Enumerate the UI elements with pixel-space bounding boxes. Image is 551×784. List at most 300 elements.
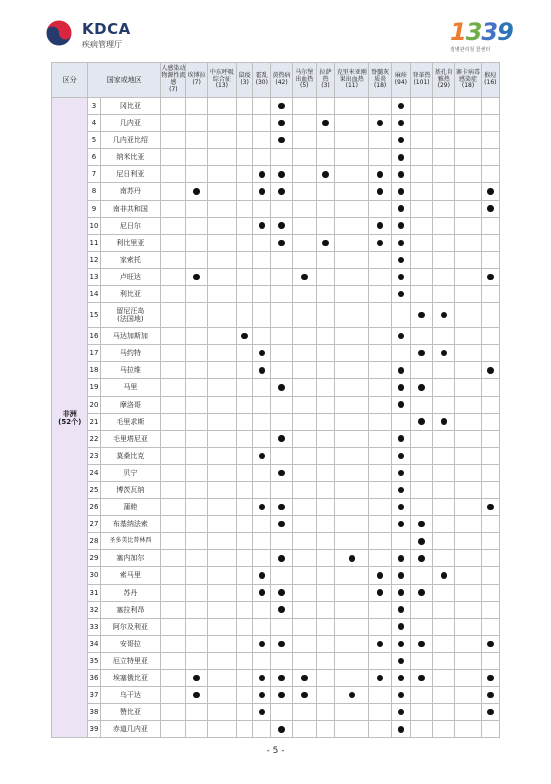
disease-cell — [237, 149, 253, 166]
header-disease — [410, 63, 432, 98]
disease-count: (7) — [192, 79, 201, 86]
disease-cell — [253, 704, 271, 721]
table-row — [52, 721, 500, 738]
presence-dot-icon — [398, 692, 405, 699]
disease-cell — [271, 200, 292, 217]
disease-cell — [237, 234, 253, 251]
disease-cell — [433, 601, 455, 618]
disease-cell — [481, 132, 499, 149]
disease-cell — [481, 200, 499, 217]
disease-cell — [369, 132, 391, 149]
disease-cell — [292, 200, 316, 217]
disease-count: (13) — [215, 82, 229, 90]
disease-cell — [455, 670, 481, 687]
disease-cell — [369, 345, 391, 362]
disease-cell — [369, 328, 391, 345]
table-row — [52, 217, 500, 234]
disease-cell — [161, 481, 186, 498]
row-number: 28 — [88, 533, 100, 550]
presence-dot-icon — [398, 435, 405, 442]
disease-cell — [433, 149, 455, 166]
table-row — [52, 396, 500, 413]
country-name: 乌干达 — [100, 687, 161, 704]
disease-cell — [481, 217, 499, 234]
presence-dot-icon — [278, 137, 285, 144]
disease-cell — [161, 464, 186, 481]
presence-dot-icon — [398, 709, 405, 716]
disease-count: (5) — [300, 82, 309, 90]
disease-cell — [207, 721, 236, 738]
disease-cell — [410, 286, 432, 303]
disease-cell — [335, 499, 369, 516]
disease-cell — [271, 183, 292, 200]
disease-cell — [410, 652, 432, 669]
disease-cell — [369, 635, 391, 652]
disease-cell — [455, 516, 481, 533]
disease-name: 拉萨热 — [319, 68, 332, 83]
disease-count: (18) — [373, 82, 387, 90]
disease-cell — [207, 567, 236, 584]
disease-cell — [271, 98, 292, 115]
disease-cell — [186, 268, 207, 285]
disease-cell — [410, 499, 432, 516]
disease-name: 马尔堡出血热 — [295, 68, 314, 83]
presence-dot-icon — [301, 675, 308, 682]
presence-dot-icon — [322, 120, 329, 127]
disease-cell — [455, 721, 481, 738]
row-number: 13 — [88, 268, 100, 285]
presence-dot-icon — [398, 487, 405, 494]
disease-cell — [455, 430, 481, 447]
row-number: 7 — [88, 166, 100, 183]
disease-cell — [481, 413, 499, 430]
disease-cell — [271, 704, 292, 721]
disease-cell — [161, 200, 186, 217]
table-row — [52, 234, 500, 251]
disease-count: (101) — [413, 79, 430, 86]
presence-dot-icon — [398, 453, 405, 460]
presence-dot-icon — [398, 257, 405, 264]
disease-cell — [161, 413, 186, 430]
disease-cell — [186, 670, 207, 687]
disease-cell — [161, 132, 186, 149]
presence-dot-icon — [278, 384, 285, 391]
disease-cell — [369, 303, 391, 328]
row-number: 8 — [88, 183, 100, 200]
table-row — [52, 601, 500, 618]
disease-cell — [186, 567, 207, 584]
disease-cell — [369, 115, 391, 132]
presence-dot-icon — [398, 623, 405, 630]
disease-cell — [433, 217, 455, 234]
country-name: 纳米比亚 — [100, 149, 161, 166]
disease-cell — [253, 166, 271, 183]
disease-cell — [237, 183, 253, 200]
disease-cell — [391, 115, 410, 132]
row-number: 26 — [88, 499, 100, 516]
disease-cell — [335, 430, 369, 447]
table-row — [52, 618, 500, 635]
disease-cell — [433, 516, 455, 533]
disease-cell — [410, 98, 432, 115]
disease-cell — [410, 200, 432, 217]
disease-cell — [433, 98, 455, 115]
disease-cell — [455, 166, 481, 183]
disease-cell — [335, 550, 369, 567]
table-row — [52, 413, 500, 430]
disease-cell — [335, 618, 369, 635]
presence-dot-icon — [398, 137, 405, 144]
row-number: 20 — [88, 396, 100, 413]
disease-cell — [335, 251, 369, 268]
presence-dot-icon — [398, 205, 405, 212]
presence-dot-icon — [398, 384, 405, 391]
disease-cell — [410, 704, 432, 721]
disease-cell — [207, 618, 236, 635]
table-row — [52, 132, 500, 149]
disease-cell — [433, 115, 455, 132]
disease-cell — [253, 345, 271, 362]
disease-cell — [481, 362, 499, 379]
disease-cell — [433, 183, 455, 200]
presence-dot-icon — [418, 384, 425, 391]
disease-cell — [391, 234, 410, 251]
disease-cell — [271, 447, 292, 464]
disease-cell — [186, 584, 207, 601]
disease-cell — [369, 362, 391, 379]
country-name: 贝宁 — [100, 464, 161, 481]
disease-cell — [410, 481, 432, 498]
row-number: 16 — [88, 328, 100, 345]
disease-count: (7) — [169, 85, 178, 93]
country-name: 圣多美比普林西 — [100, 533, 161, 550]
country-name: 尼日利亚 — [100, 166, 161, 183]
disease-cell — [369, 268, 391, 285]
row-number: 15 — [88, 303, 100, 328]
table-row — [52, 464, 500, 481]
disease-cell — [391, 379, 410, 396]
disease-cell — [481, 345, 499, 362]
disease-cell — [316, 200, 334, 217]
disease-cell — [481, 166, 499, 183]
disease-cell — [316, 430, 334, 447]
disease-cell — [253, 362, 271, 379]
presence-dot-icon — [418, 350, 425, 357]
table-row — [52, 670, 500, 687]
presence-dot-icon — [278, 504, 285, 511]
disease-cell — [481, 268, 499, 285]
disease-cell — [207, 132, 236, 149]
presence-dot-icon — [398, 726, 405, 733]
row-number: 34 — [88, 635, 100, 652]
disease-cell — [207, 447, 236, 464]
country-name: 利比亚 — [100, 286, 161, 303]
disease-cell — [292, 464, 316, 481]
disease-cell — [481, 251, 499, 268]
disease-cell — [391, 687, 410, 704]
disease-cell — [335, 516, 369, 533]
disease-cell — [207, 234, 236, 251]
table-row — [52, 567, 500, 584]
disease-cell — [391, 413, 410, 430]
disease-cell — [316, 721, 334, 738]
country-name: 布基纳法索 — [100, 516, 161, 533]
disease-cell — [481, 516, 499, 533]
disease-name: 中东呼吸综合征 — [209, 68, 234, 83]
disease-cell — [391, 499, 410, 516]
disease-cell — [271, 345, 292, 362]
presence-dot-icon — [278, 120, 285, 127]
disease-cell — [410, 234, 432, 251]
disease-cell — [253, 618, 271, 635]
disease-cell — [253, 721, 271, 738]
disease-cell — [369, 183, 391, 200]
presence-dot-icon — [349, 692, 356, 699]
presence-dot-icon — [278, 589, 285, 596]
disease-cell — [481, 567, 499, 584]
disease-cell — [237, 362, 253, 379]
presence-dot-icon — [278, 470, 285, 477]
row-number: 10 — [88, 217, 100, 234]
disease-cell — [271, 413, 292, 430]
presence-dot-icon — [398, 103, 405, 110]
disease-cell — [410, 268, 432, 285]
disease-cell — [186, 430, 207, 447]
disease-cell — [316, 345, 334, 362]
disease-cell — [481, 183, 499, 200]
disease-cell — [455, 200, 481, 217]
disease-cell — [292, 234, 316, 251]
disease-cell — [271, 481, 292, 498]
disease-cell — [237, 601, 253, 618]
disease-cell — [433, 132, 455, 149]
disease-name: 登革热 — [412, 72, 431, 80]
table-row — [52, 345, 500, 362]
disease-cell — [161, 601, 186, 618]
presence-dot-icon — [398, 401, 405, 408]
disease-cell — [481, 379, 499, 396]
disease-cell — [335, 533, 369, 550]
disease-cell — [161, 618, 186, 635]
disease-cell — [161, 362, 186, 379]
disease-cell — [161, 183, 186, 200]
disease-cell — [335, 447, 369, 464]
disease-cell — [253, 98, 271, 115]
disease-cell — [253, 413, 271, 430]
disease-cell — [433, 166, 455, 183]
presence-dot-icon — [377, 675, 384, 682]
disease-cell — [481, 149, 499, 166]
disease-cell — [186, 234, 207, 251]
country-name: 冈比亚 — [100, 98, 161, 115]
disease-cell — [369, 601, 391, 618]
disease-cell — [161, 234, 186, 251]
disease-cell — [335, 687, 369, 704]
presence-dot-icon — [377, 240, 384, 247]
disease-cell — [410, 217, 432, 234]
disease-cell — [186, 704, 207, 721]
disease-cell — [455, 132, 481, 149]
country-name: 博茨瓦纳 — [100, 481, 161, 498]
table-row — [52, 704, 500, 721]
disease-cell — [316, 362, 334, 379]
disease-cell — [207, 200, 236, 217]
disease-name: 猴痘 — [484, 72, 497, 80]
disease-cell — [292, 345, 316, 362]
disease-cell — [253, 635, 271, 652]
disease-cell — [391, 635, 410, 652]
disease-cell — [207, 516, 236, 533]
disease-cell — [292, 396, 316, 413]
table-row — [52, 115, 500, 132]
presence-dot-icon — [259, 641, 266, 648]
disease-cell — [433, 200, 455, 217]
disease-cell — [316, 670, 334, 687]
disease-cell — [253, 516, 271, 533]
disease-cell — [161, 379, 186, 396]
disease-cell — [271, 550, 292, 567]
disease-cell — [207, 251, 236, 268]
disease-cell — [316, 149, 334, 166]
presence-dot-icon — [398, 572, 405, 579]
disease-cell — [455, 704, 481, 721]
disease-cell — [410, 670, 432, 687]
presence-dot-icon — [487, 188, 494, 195]
disease-cell — [316, 533, 334, 550]
disease-cell — [481, 286, 499, 303]
disease-cell — [271, 652, 292, 669]
presence-dot-icon — [322, 171, 329, 178]
presence-dot-icon — [441, 418, 448, 425]
disease-cell — [335, 200, 369, 217]
disease-cell — [335, 464, 369, 481]
disease-cell — [455, 550, 481, 567]
disease-cell — [316, 516, 334, 533]
presence-dot-icon — [487, 205, 494, 212]
disease-name: 霍乱 — [255, 72, 268, 80]
disease-cell — [455, 149, 481, 166]
disease-cell — [455, 217, 481, 234]
disease-count: (3) — [321, 82, 330, 90]
disease-cell — [369, 481, 391, 498]
country-name: 摩洛哥 — [100, 396, 161, 413]
disease-cell — [237, 499, 253, 516]
country-name: 索马里 — [100, 567, 161, 584]
disease-cell — [271, 584, 292, 601]
disease-cell — [433, 234, 455, 251]
disease-cell — [186, 618, 207, 635]
disease-cell — [253, 396, 271, 413]
disease-cell — [455, 601, 481, 618]
presence-dot-icon — [398, 171, 405, 178]
presence-dot-icon — [278, 555, 285, 562]
presence-dot-icon — [377, 222, 384, 229]
disease-cell — [253, 481, 271, 498]
presence-dot-icon — [398, 504, 405, 511]
disease-cell — [335, 362, 369, 379]
disease-cell — [455, 635, 481, 652]
disease-cell — [455, 286, 481, 303]
disease-cell — [410, 362, 432, 379]
presence-dot-icon — [398, 274, 405, 281]
disease-cell — [455, 251, 481, 268]
table-row — [52, 635, 500, 652]
presence-dot-icon — [259, 692, 266, 699]
disease-cell — [369, 652, 391, 669]
presence-dot-icon — [487, 709, 494, 716]
country-name: 毛里塔尼亚 — [100, 430, 161, 447]
disease-cell — [207, 499, 236, 516]
disease-cell — [455, 533, 481, 550]
header-disease — [316, 63, 334, 98]
country-name: 南苏丹 — [100, 183, 161, 200]
disease-cell — [335, 115, 369, 132]
row-number: 35 — [88, 652, 100, 669]
disease-cell — [335, 166, 369, 183]
disease-cell — [292, 303, 316, 328]
header-disease — [369, 63, 391, 98]
disease-cell — [369, 516, 391, 533]
disease-cell — [433, 499, 455, 516]
country-name: 苏丹 — [100, 584, 161, 601]
page-number: - 5 - — [266, 746, 285, 756]
disease-cell — [316, 115, 334, 132]
disease-cell — [271, 430, 292, 447]
disease-cell — [237, 567, 253, 584]
disease-cell — [253, 567, 271, 584]
disease-cell — [253, 601, 271, 618]
disease-cell — [481, 652, 499, 669]
disease-cell — [207, 704, 236, 721]
disease-cell — [253, 328, 271, 345]
country-name: 留尼汪岛 (法国地) — [100, 303, 161, 328]
disease-cell — [410, 584, 432, 601]
disease-cell — [271, 166, 292, 183]
disease-cell — [410, 328, 432, 345]
disease-cell — [161, 217, 186, 234]
disease-cell — [316, 601, 334, 618]
disease-cell — [433, 251, 455, 268]
disease-cell — [161, 516, 186, 533]
disease-cell — [391, 166, 410, 183]
disease-cell — [253, 200, 271, 217]
country-name: 赤道几内亚 — [100, 721, 161, 738]
header-disease — [481, 63, 499, 98]
country-name: 莫桑比克 — [100, 447, 161, 464]
disease-cell — [335, 721, 369, 738]
presence-dot-icon — [377, 120, 384, 127]
disease-cell — [481, 721, 499, 738]
disease-cell — [253, 217, 271, 234]
presence-dot-icon — [418, 538, 425, 545]
disease-cell — [186, 132, 207, 149]
country-name: 安哥拉 — [100, 635, 161, 652]
disease-cell — [253, 132, 271, 149]
disease-cell — [335, 132, 369, 149]
disease-cell — [455, 584, 481, 601]
hotline-number: 1339 — [450, 18, 513, 46]
disease-cell — [410, 464, 432, 481]
disease-cell — [455, 362, 481, 379]
disease-cell — [161, 635, 186, 652]
disease-cell — [316, 704, 334, 721]
disease-cell — [207, 635, 236, 652]
disease-cell — [292, 499, 316, 516]
disease-cell — [316, 635, 334, 652]
presence-dot-icon — [278, 240, 285, 247]
row-number: 4 — [88, 115, 100, 132]
disease-cell — [161, 687, 186, 704]
